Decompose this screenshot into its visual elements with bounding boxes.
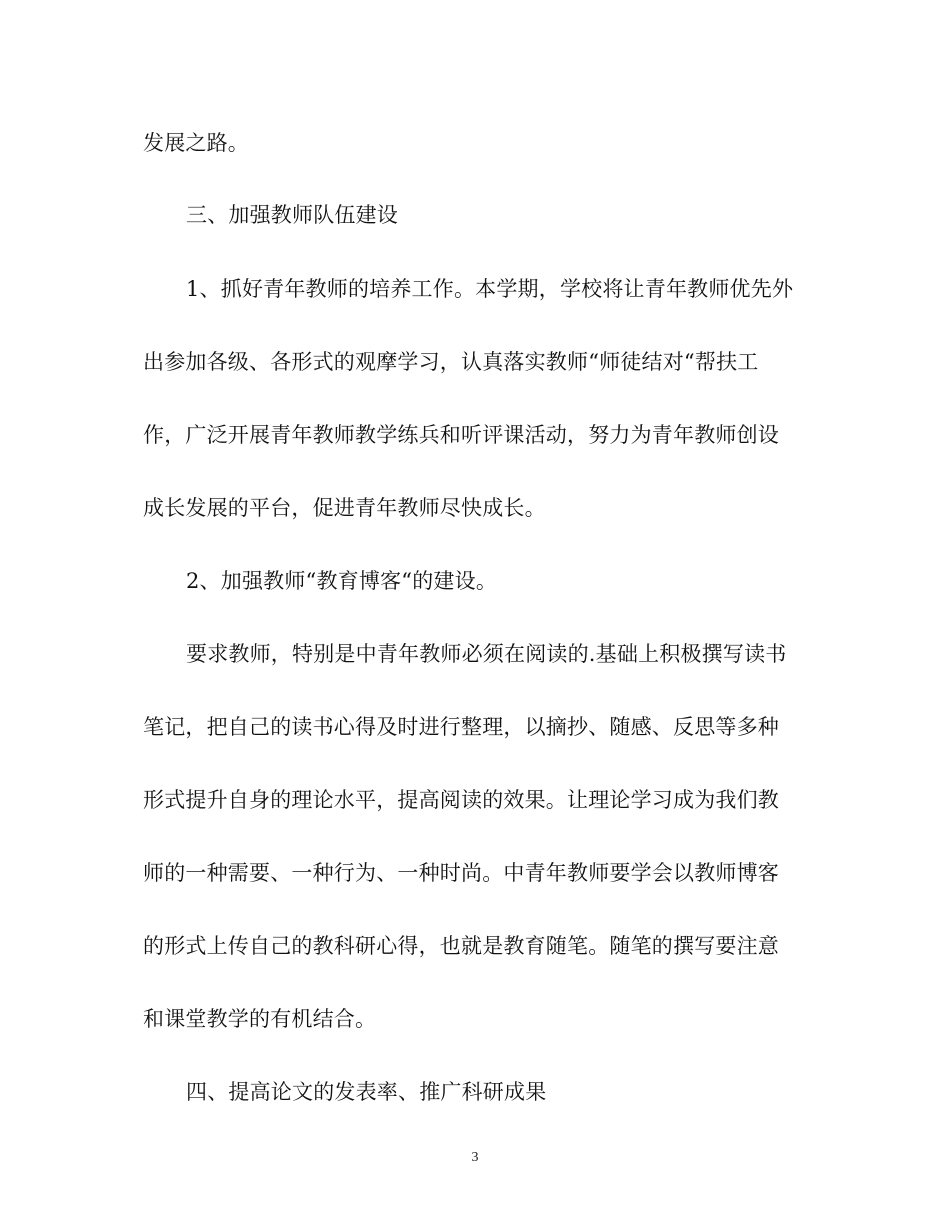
paragraph-2-line-2: 笔记，把自己的读书心得及时进行整理，以摘抄、随感、反思等多种 [143, 715, 779, 739]
paragraph-2-line-6: 和课堂教学的有机结合。 [143, 1007, 377, 1031]
paragraph-2-line-3: 形式提升自身的理论水平，提高阅读的效果。让理论学习成为我们教 [143, 788, 779, 812]
paragraph-1-line-2: 出参加各级、各形式的观摩学习，认真落实教师“师徒结对“帮扶工 [143, 350, 759, 374]
paragraph-2-line-4: 师的一种需要、一种行为、一种时尚。中青年教师要学会以教师博客 [143, 861, 779, 885]
section-heading-3: 三、加强教师队伍建设 [186, 203, 398, 227]
paragraph-1-line-1: 1、抓好青年教师的培养工作。本学期，学校将让青年教师优先外 [186, 277, 794, 301]
subheading-2: 2、加强教师“教育博客“的建设。 [186, 569, 498, 593]
page-number: 3 [471, 1150, 479, 1165]
paragraph-1-line-3: 作，广泛开展青年教师教学练兵和听评课活动，努力为青年教师创设 [143, 423, 779, 447]
paragraph-2-line-1: 要求教师，特别是中青年教师必须在阅读的.基础上积极撰写读书 [186, 642, 787, 666]
text-line-1: 发展之路。 [143, 131, 249, 155]
paragraph-1-line-4: 成长发展的平台，促进青年教师尽快成长。 [143, 496, 546, 520]
paragraph-2-line-5: 的形式上传自己的教科研心得，也就是教育随笔。随笔的撰写要注意 [143, 934, 779, 958]
section-heading-4: 四、提高论文的发表率、推广科研成果 [186, 1080, 547, 1104]
